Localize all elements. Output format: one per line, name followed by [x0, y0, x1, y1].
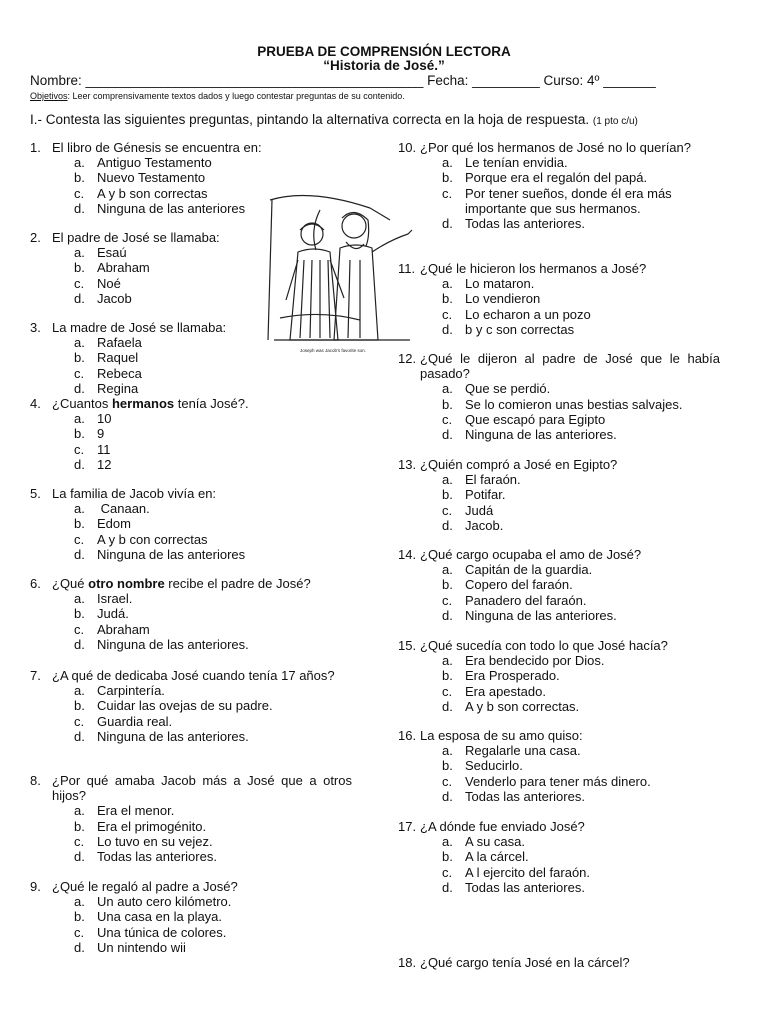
option-text: Canaan. [97, 501, 150, 517]
option-text: Capitán de la guardia. [465, 562, 593, 578]
option-text: b y c son correctas [465, 321, 575, 337]
option-letter: a. [74, 335, 85, 351]
answer-option[interactable] [74, 849, 352, 864]
option-text: Porque era el regalón del papá. [465, 170, 648, 186]
fecha-field[interactable]: Fecha: _________ [427, 73, 540, 88]
answer-option[interactable] [442, 472, 720, 487]
answer-option[interactable] [74, 834, 352, 849]
option-letter: b. [442, 487, 453, 503]
answer-option[interactable] [74, 532, 352, 547]
option-text: Era apestado. [465, 683, 546, 699]
question-body: El padre de José se llamaba: [52, 230, 220, 245]
option-text: Antiguo Testamento [97, 155, 212, 171]
question-body: ¿Por qué amaba Jacob más a José que a otros hijos? [52, 773, 352, 804]
question-18 [398, 955, 720, 970]
answer-option[interactable] [74, 683, 352, 698]
option-text: Era Prosperado. [465, 668, 560, 684]
option-letter: d. [442, 607, 453, 623]
option-letter: c. [74, 441, 85, 457]
option-text: Esaú [97, 245, 127, 261]
question-text-part: recibe el padre de José? [164, 576, 311, 591]
option-text: A y b son correctas. [465, 698, 580, 714]
option-text: Jacob. [465, 517, 504, 533]
option-letter: c. [442, 592, 453, 608]
question-text [398, 728, 720, 743]
option-letter: c. [442, 502, 453, 518]
option-letter: c. [74, 621, 85, 637]
objectives-text: : Leer comprensivamente textos dados y luego contestar preguntas de su contenido. [67, 91, 405, 101]
option-text: Por tener sueños, donde él era más importante que sus hermanos. [465, 185, 676, 216]
option-text: Potifar. [465, 487, 506, 503]
option-letter: d. [74, 290, 85, 306]
answer-option[interactable] [74, 170, 352, 185]
question-body: ¿Por qué los hermanos de José no lo querían? [420, 140, 692, 155]
question-text [30, 879, 352, 894]
answer-option[interactable] [74, 516, 352, 531]
option-letter: b. [74, 426, 85, 442]
option-letter: a. [442, 834, 453, 850]
option-text: Raquel [97, 350, 139, 366]
answer-option[interactable] [74, 940, 352, 955]
answer-option[interactable] [442, 276, 720, 291]
option-text: Que se perdió. [465, 381, 551, 397]
answer-option[interactable] [442, 699, 720, 714]
question-number: 15. [398, 638, 417, 653]
option-letter: d. [442, 427, 453, 443]
question-body: La madre de José se llamaba: [52, 320, 227, 335]
option-text: Un auto cero kilómetro. [97, 894, 232, 910]
option-letter: b. [442, 849, 453, 865]
option-letter: d. [442, 216, 453, 232]
question-number: 6. [30, 576, 41, 591]
answer-option[interactable] [74, 547, 352, 562]
option-text: Rafaela [97, 335, 142, 351]
option-text: A y b son correctas [97, 185, 208, 201]
answer-option[interactable] [442, 186, 720, 216]
option-text: Edom [97, 516, 131, 532]
option-letter: d. [74, 728, 85, 744]
option-text: Rebeca [97, 365, 142, 381]
option-text: Todas las anteriores. [465, 216, 585, 232]
answer-option[interactable] [74, 411, 352, 426]
answer-option[interactable] [442, 322, 720, 337]
option-text: Lo echaron a un pozo [465, 306, 591, 322]
option-letter: b. [442, 668, 453, 684]
option-text: 9 [97, 426, 105, 442]
option-letter: a. [442, 276, 453, 292]
option-text: Nuevo Testamento [97, 170, 206, 186]
option-letter: d. [442, 879, 453, 895]
question-text [398, 140, 720, 155]
question-text [30, 396, 352, 411]
answer-option[interactable] [442, 216, 720, 231]
question-text [398, 351, 720, 381]
question-17 [398, 819, 720, 895]
question-body: ¿Qué le regaló al padre a José? [52, 879, 238, 894]
option-letter: c. [74, 365, 85, 381]
question-text-bold: otro nombre [88, 576, 165, 591]
option-letter: d. [74, 546, 85, 562]
option-letter: d. [74, 939, 85, 955]
option-letter: d. [442, 517, 453, 533]
option-text: Que escapó para Egipto [465, 411, 606, 427]
option-text: Una túnica de colores. [97, 924, 227, 940]
option-letter: b. [74, 170, 85, 186]
option-letter: d. [74, 636, 85, 652]
answer-option[interactable] [442, 412, 720, 427]
option-letter: d. [442, 321, 453, 337]
option-text: Jacob [97, 290, 132, 306]
option-letter: c. [442, 411, 453, 427]
option-letter: b. [74, 260, 85, 276]
answer-option[interactable] [442, 427, 720, 442]
option-text: Regalarle una casa. [465, 743, 581, 759]
question-15 [398, 638, 720, 714]
option-letter: b. [74, 606, 85, 622]
question-body [52, 396, 352, 411]
option-text: Era el menor. [97, 803, 175, 819]
option-text: El faraón. [465, 472, 521, 488]
option-letter: a. [74, 501, 85, 517]
option-text: Noé [97, 275, 121, 291]
curso-field[interactable]: Curso: 4º _______ [543, 73, 656, 88]
option-letter: c. [442, 773, 453, 789]
question-number: 16. [398, 728, 417, 743]
option-letter: c. [442, 864, 453, 880]
question-9 [30, 879, 352, 955]
answer-option[interactable] [74, 366, 352, 381]
option-letter: c. [74, 833, 85, 849]
page-title: PRUEBA DE COMPRENSIÓN LECTORA [257, 44, 511, 59]
option-letter: c. [74, 713, 85, 729]
option-letter: a. [74, 894, 85, 910]
answer-option[interactable] [442, 758, 720, 773]
answer-option[interactable] [442, 307, 720, 322]
option-text: A y b con correctas [97, 531, 208, 547]
question-number: 4. [30, 396, 41, 411]
question-13 [398, 457, 720, 533]
option-text: A su casa. [465, 834, 525, 850]
objectives [30, 91, 405, 101]
answer-option[interactable] [442, 397, 720, 412]
question-number: 5. [30, 486, 41, 501]
question-number: 13. [398, 457, 417, 472]
option-text: 11 [97, 441, 111, 457]
question-body: ¿Qué cargo tenía José en la cárcel? [420, 955, 630, 970]
option-text: Un nintendo wii [97, 939, 186, 955]
option-text: Cuidar las ovejas de su padre. [97, 698, 273, 714]
option-letter: b. [74, 698, 85, 714]
option-text: Todas las anteriores. [465, 788, 585, 804]
question-4 [30, 396, 352, 472]
option-letter: b. [74, 516, 85, 532]
option-text: Lo vendieron [465, 291, 541, 307]
question-text-part: ¿Qué [52, 576, 89, 591]
question-16 [398, 728, 720, 804]
option-text: Ninguna de las anteriores. [97, 728, 249, 744]
option-text: Se lo comieron unas bestias salvajes. [465, 396, 683, 412]
answer-option[interactable] [74, 714, 352, 729]
option-letter: c. [74, 275, 85, 291]
option-text: Venderlo para tener más dinero. [465, 773, 651, 789]
option-letter: a. [74, 411, 85, 427]
question-text [398, 819, 720, 834]
option-letter: b. [74, 350, 85, 366]
option-text: Seducirlo. [465, 758, 523, 774]
option-letter: a. [442, 381, 453, 397]
option-text: Lo mataron. [465, 276, 535, 292]
answer-option[interactable] [74, 819, 352, 834]
question-14 [398, 547, 720, 623]
answer-option[interactable] [442, 849, 720, 864]
question-text [398, 457, 720, 472]
option-letter: b. [442, 170, 453, 186]
option-text: A l ejercito del faraón. [465, 864, 591, 880]
question-body: ¿Qué le hicieron los hermanos a José? [420, 261, 647, 276]
option-letter: c. [442, 306, 453, 322]
question-number: 7. [30, 668, 41, 683]
answer-option[interactable] [442, 774, 720, 789]
answer-option[interactable] [442, 743, 720, 758]
answer-option[interactable] [74, 442, 352, 457]
answer-option[interactable] [74, 591, 352, 606]
question-7 [30, 668, 352, 744]
question-number: 10. [398, 140, 417, 155]
answer-option[interactable] [442, 593, 720, 608]
answer-option[interactable] [74, 925, 352, 940]
answer-option[interactable] [442, 503, 720, 518]
answer-option[interactable] [442, 684, 720, 699]
answer-option[interactable] [74, 622, 352, 637]
instruction-text: I.- Contesta las siguientes preguntas, pintando la alternativa correcta en la hoja de respuesta. [30, 112, 590, 127]
option-letter: a. [442, 472, 453, 488]
option-letter: a. [74, 803, 85, 819]
question-body: ¿Qué le dijeron al padre de José que le había pasado? [420, 351, 720, 382]
page-subtitle: “Historia de José.” [323, 58, 445, 73]
answer-option[interactable] [442, 668, 720, 683]
option-letter: b. [74, 818, 85, 834]
objectives-label: Objetivos [30, 91, 68, 101]
question-text [398, 547, 720, 562]
question-text [398, 638, 720, 653]
answer-option[interactable] [74, 381, 352, 396]
answer-option[interactable] [74, 155, 352, 170]
question-10 [398, 140, 720, 231]
question-body: La familia de Jacob vivía en: [52, 486, 217, 501]
option-text: Carpintería. [97, 683, 165, 699]
question-body: El libro de Génesis se encuentra en: [52, 140, 262, 155]
question-number: 1. [30, 140, 41, 155]
answer-option[interactable] [74, 637, 352, 652]
question-text [30, 486, 352, 501]
option-text: A la cárcel. [465, 849, 529, 865]
option-letter: b. [442, 291, 453, 307]
nombre-field[interactable]: Nombre: _____________________________________________ [30, 73, 424, 88]
answer-option[interactable] [74, 698, 352, 713]
question-number: 17. [398, 819, 417, 834]
answer-option[interactable] [442, 487, 720, 502]
answer-option[interactable] [74, 894, 352, 909]
option-text: 10 [97, 411, 112, 427]
question-text [30, 576, 352, 591]
question-number: 9. [30, 879, 41, 894]
answer-option[interactable] [442, 170, 720, 185]
option-letter: d. [74, 849, 85, 865]
option-text: Judá [465, 502, 494, 518]
option-letter: d. [442, 788, 453, 804]
question-body: ¿A qué de dedicaba José cuando tenía 17 años? [52, 668, 335, 683]
question-text [398, 261, 720, 276]
answer-option[interactable] [442, 577, 720, 592]
question-number: 3. [30, 320, 41, 335]
option-letter: b. [442, 396, 453, 412]
option-text: Era bendecido por Dios. [465, 653, 605, 669]
option-text: Israel. [97, 591, 133, 607]
question-body [52, 576, 352, 591]
answer-option[interactable] [74, 426, 352, 441]
option-text: Judá. [97, 606, 129, 622]
answer-option[interactable] [74, 501, 352, 516]
question-8 [30, 773, 352, 864]
option-letter: d. [442, 698, 453, 714]
option-text: Ninguna de las anteriores [97, 546, 246, 562]
option-text: Guardia real. [97, 713, 173, 729]
option-letter: b. [442, 577, 453, 593]
answer-option[interactable] [442, 865, 720, 880]
option-letter: a. [74, 683, 85, 699]
option-text: Ninguna de las anteriores. [465, 427, 617, 443]
answer-option[interactable] [74, 803, 352, 818]
question-body: ¿Qué cargo ocupaba el amo de José? [420, 547, 642, 562]
option-letter: c. [74, 531, 85, 547]
option-letter: c. [74, 924, 85, 940]
answer-option[interactable] [74, 909, 352, 924]
option-letter: c. [74, 185, 85, 201]
option-letter: b. [442, 758, 453, 774]
question-text [30, 773, 352, 803]
option-text: 12 [97, 456, 112, 472]
question-12 [398, 351, 720, 442]
answer-option[interactable] [442, 880, 720, 895]
question-number: 14. [398, 547, 417, 562]
option-letter: a. [442, 653, 453, 669]
option-letter: d. [74, 456, 85, 472]
question-number: 18. [398, 955, 417, 970]
option-letter: d. [74, 200, 85, 216]
answer-option[interactable] [442, 291, 720, 306]
option-text: Abraham [97, 260, 150, 276]
question-number: 11. [398, 261, 416, 276]
header-line [30, 73, 656, 88]
answer-option[interactable] [74, 606, 352, 621]
option-text: Panadero del faraón. [465, 592, 587, 608]
question-body: La esposa de su amo quiso: [420, 728, 583, 743]
question-text [30, 668, 352, 683]
instruction [30, 112, 638, 127]
option-letter: a. [442, 155, 453, 171]
option-letter: a. [442, 743, 453, 759]
question-11 [398, 261, 720, 337]
option-text: Todas las anteriores. [97, 849, 217, 865]
option-text: Copero del faraón. [465, 577, 573, 593]
option-letter: a. [74, 155, 85, 171]
option-letter: c. [442, 683, 453, 699]
question-body: ¿Qué sucedía con todo lo que José hacía? [420, 638, 668, 653]
answer-option[interactable] [74, 729, 352, 744]
option-text: Lo tuvo en su vejez. [97, 833, 213, 849]
illustration-caption: Joseph was Jacob's favorite son. [300, 348, 366, 353]
question-text [398, 955, 720, 970]
instruction-points: (1 pto c/u) [592, 116, 638, 127]
option-text: Abraham [97, 621, 150, 637]
option-letter: a. [74, 591, 85, 607]
question-number: 8. [30, 773, 41, 788]
answer-option[interactable] [442, 562, 720, 577]
option-letter: c. [442, 185, 453, 201]
question-text [30, 140, 352, 155]
option-text: Regina [97, 380, 139, 396]
answer-option[interactable] [74, 457, 352, 472]
question-text-part: ¿Cuantos [52, 396, 112, 411]
question-5 [30, 486, 352, 562]
answer-option[interactable] [442, 155, 720, 170]
option-letter: d. [74, 380, 85, 396]
question-text-bold: hermanos [111, 396, 175, 411]
answer-option[interactable] [442, 381, 720, 396]
option-letter: b. [74, 909, 85, 925]
question-body: ¿A dónde fue enviado José? [420, 819, 585, 834]
option-text: Le tenían envidia. [465, 155, 568, 171]
option-text: Ninguna de las anteriores [97, 200, 246, 216]
option-text: Todas las anteriores. [465, 879, 585, 895]
answer-option[interactable] [442, 789, 720, 804]
option-letter: a. [442, 562, 453, 578]
option-text: Ninguna de las anteriores. [465, 607, 617, 623]
option-text: Era el primogénito. [97, 818, 207, 834]
question-body: ¿Quién compró a José en Egipto? [420, 457, 618, 472]
option-letter: a. [74, 245, 85, 261]
option-text: Ninguna de las anteriores. [97, 636, 249, 652]
question-text-part: tenía José?. [174, 396, 249, 411]
answer-option[interactable] [442, 518, 720, 533]
question-number: 12. [398, 351, 417, 366]
answer-option[interactable] [442, 834, 720, 849]
joseph-jacob-illustration [260, 190, 420, 362]
answer-option[interactable] [442, 653, 720, 668]
option-text: Una casa en la playa. [97, 909, 223, 925]
answer-option[interactable] [442, 608, 720, 623]
question-number: 2. [30, 230, 41, 245]
question-6 [30, 576, 352, 652]
